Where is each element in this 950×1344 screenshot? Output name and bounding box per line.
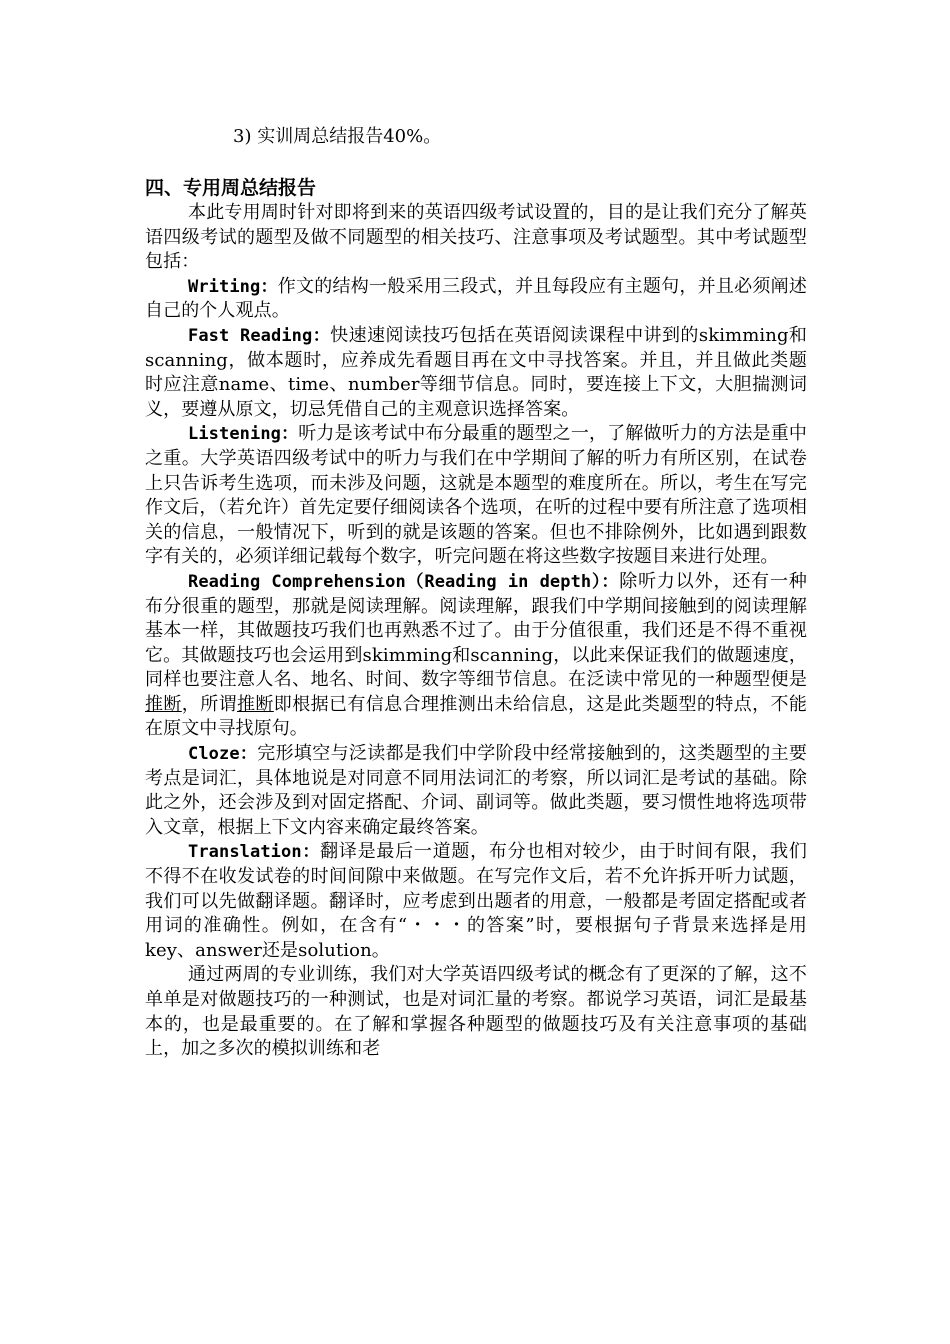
- listening-term: Listening：: [188, 424, 299, 445]
- listening-text: 听力是该考试中布分最重的题型之一，了解做听力的方法是重中之重。大学英语四级考试中的听力与我们在中学期间了解的听力有所区别，在试卷上只告诉考生选项，而未涉及问题，这就是本题型的难度所在。所以，考生在写完作文后，（若允许）首先定要仔细阅读各个选项，在听的过程中要有所注意了选项相关的信息，一般情况下，听到的就是该题的答案。但也不排除例外，比如遇到跟数字有关的，必须详细记载每个数字，听完问题在将这些数字按题目来进行处理。: [145, 423, 807, 568]
- fast-reading-paragraph: [145, 324, 807, 422]
- cloze-text: 完形填空与泛读都是我们中学阶段中经常接触到的，这类题型的主要考点是词汇，具体地说是对同意不同用法词汇的考察，所以词汇是考试的基础。除此之外，还会涉及到对固定搭配、介词、副词等。做此类题，要习惯性地将选项带入文章，根据上下文内容来确定最终答案。: [145, 743, 807, 838]
- cloze-paragraph: [145, 742, 807, 840]
- writing-paragraph: [145, 275, 807, 324]
- translation-term: Translation：: [188, 842, 321, 863]
- writing-term: Writing：: [188, 276, 278, 297]
- document-body: [145, 124, 807, 1062]
- translation-text: 翻译是最后一道题，布分也相对较少，由于时间有限，我们不得不在收发试卷的时间间隙中来做题。在写完作文后，若不允许拆开听力试题，我们可以先做翻译题。翻译时，应考虑到出题者的用意，一般都是考固定搭配或者用词的准确性。例如，在含有“・・・的答案”时，要根据句子背景来选择是用key、answer还是solution。: [145, 841, 807, 961]
- cloze-term: Cloze：: [188, 744, 258, 765]
- translation-paragraph: [145, 840, 807, 963]
- section-heading: 四、专用周总结报告: [145, 177, 317, 199]
- fast-reading-term: Fast Reading：: [188, 325, 331, 346]
- listening-paragraph: [145, 422, 807, 570]
- inference-underlined-1: 推断: [145, 693, 182, 715]
- conclusion-paragraph: 通过两周的专业训练，我们对大学英语四级考试的概念有了更深的了解，这不单单是对做题技巧的一种测试，也是对词汇量的考察。都说学习英语，词汇是最基本的，也是最重要的。在了解和掌握各种题型的做题技巧及有关注意事项的基础上，加之多次的模拟训练和老: [145, 964, 807, 1060]
- writing-text: 作文的结构一般采用三段式，并且每段应有主题句，并且必须阐述自己的个人观点。: [145, 275, 807, 322]
- reading-comprehension-text-3: 即根据已有信息合理推测出未给信息，这是此类题型的特点，不能在原文中寻找原句。: [145, 693, 807, 740]
- reading-comprehension-text-1: 除听力以外，还有一种布分很重的题型，那就是阅读理解。阅读理解，跟我们中学期间接触到的阅读理解基本一样，其做题技巧我们也再熟悉不过了。由于分值很重，我们还是不得不重视它。其做题技巧也会运用到skimming和scanning，以此来保证我们的做题速度，同样也要注意人名、地名、时间、数字等细节信息。在泛读中常见的一种题型便是: [145, 570, 807, 691]
- intro-paragraph: 本此专用周时针对即将到来的英语四级考试设置的，目的是让我们充分了解英语四级考试的题型及做不同题型的相关技巧、注意事项及考试题型。其中考试题型包括：: [145, 202, 807, 273]
- reading-comprehension-term: Reading Comprehension（Reading in depth）：: [188, 571, 620, 592]
- reading-comprehension-paragraph: [145, 570, 807, 742]
- fast-reading-text: 快速速阅读技巧包括在英语阅读课程中讲到的skimming和scanning，做本题时，应养成先看题目再在文中寻找答案。并且，并且做此类题时应注意name、time、number等细节信息。同时，要连接上下文，大胆揣测词义，要遵从原文，切忌凭借自己的主观意识选择答案。: [145, 324, 808, 420]
- reading-comprehension-text-2: ，所谓: [181, 693, 237, 715]
- inference-underlined-2: 推断: [237, 693, 274, 715]
- list-item-3: 3) 实训周总结报告40%。: [233, 126, 442, 147]
